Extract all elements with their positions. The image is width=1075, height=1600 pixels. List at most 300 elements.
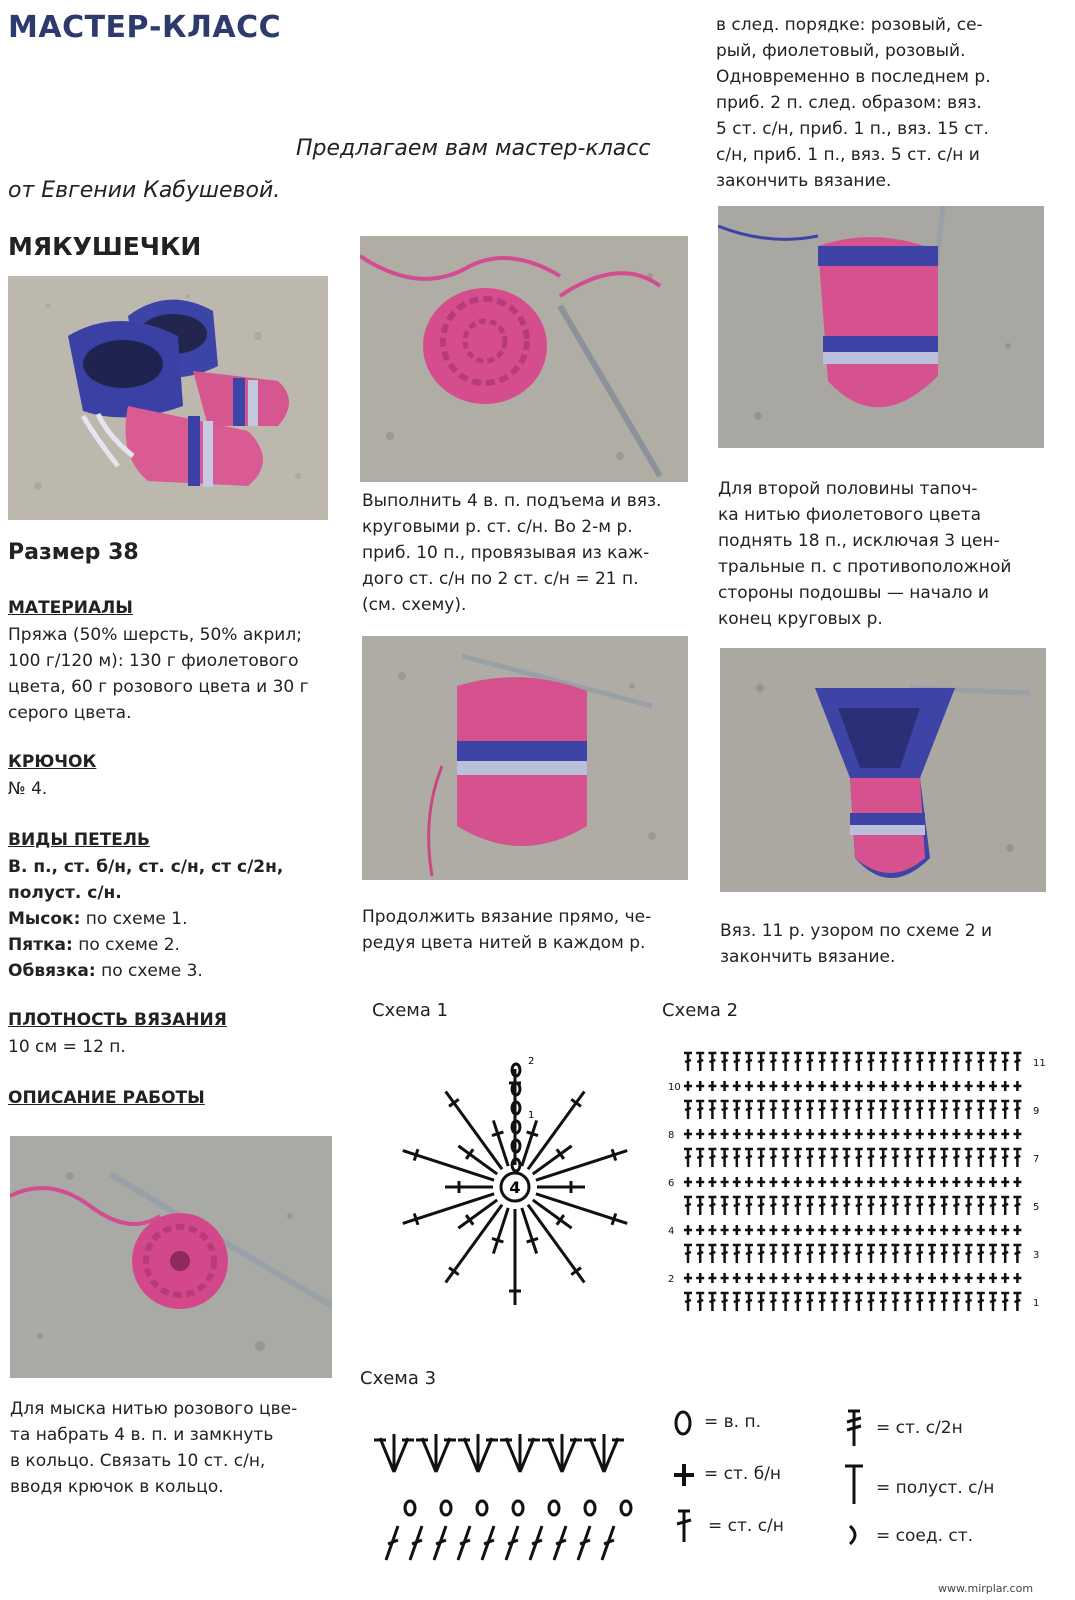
schema-2-dc-bar	[734, 1108, 740, 1110]
schema-2-dc-bar	[831, 1300, 837, 1302]
schema-2-dc-bar	[685, 1060, 691, 1062]
schema-2-dc-bar	[966, 1156, 972, 1158]
intro-line-2: от Евгении Кабушевой.	[8, 178, 281, 203]
schema-3-fan-stitch	[436, 1438, 450, 1472]
schema-2-dc-bar	[746, 1060, 752, 1062]
schema-2-dc-bar	[990, 1300, 996, 1302]
schema-2-dc-bar	[831, 1204, 837, 1206]
schema-2-dc-bar	[770, 1060, 776, 1062]
schema-2-dc-bar	[1002, 1156, 1008, 1158]
schema-2-dc-bar	[844, 1300, 850, 1302]
schema-2-dc-bar	[892, 1300, 898, 1302]
schema-2-dc-bar	[783, 1300, 789, 1302]
size-label: Размер 38	[8, 540, 139, 565]
schema-3-title: Схема 3	[360, 1368, 437, 1389]
schema-2-dc-bar	[685, 1156, 691, 1158]
schema-2-dc-bar	[990, 1108, 996, 1110]
step5-line: поднять 18 п., исключая 3 цен-	[718, 531, 1000, 551]
schema-2-dc-bar	[770, 1156, 776, 1158]
stitches-line-1: В. п., ст. б/н, ст. с/н, ст с/2н,	[8, 857, 284, 877]
schema-3-base-bar	[508, 1540, 518, 1544]
schema-2-dc-bar	[1002, 1204, 1008, 1206]
schema-1-title: Схема 1	[372, 1000, 449, 1021]
heel-label: Пятка:	[8, 935, 73, 955]
step4-line: приб. 2 п. след. образом: вяз.	[716, 93, 982, 113]
schema-2-dc-bar	[856, 1060, 862, 1062]
schema-2-dc-bar	[844, 1108, 850, 1110]
schema-2-dc-bar	[941, 1204, 947, 1206]
schema-2-dc-bar	[905, 1252, 911, 1254]
schema-2-dc-bar	[746, 1156, 752, 1158]
schema-2-dc-bar	[807, 1252, 813, 1254]
photo-finished-slippers	[8, 276, 328, 520]
heel-value: по схеме 2.	[72, 935, 180, 955]
schema-2-dc-bar	[892, 1060, 898, 1062]
schema-2-dc-bar	[856, 1156, 862, 1158]
hook-heading: КРЮЧОК	[8, 752, 97, 772]
schema-2-dc-bar	[1014, 1156, 1020, 1158]
schema-2-dc-bar	[990, 1252, 996, 1254]
schema-2-dc-bar	[856, 1204, 862, 1206]
legend-dc-label: = ст. с/н	[708, 1516, 784, 1536]
legend-double-crochet	[672, 1508, 832, 1544]
schema-3-fan-stitch	[520, 1438, 534, 1472]
schema-2-dc-bar	[844, 1060, 850, 1062]
step3-line: редуя цвета нитей в каждом р.	[362, 933, 646, 953]
schema-2-dc-bar	[868, 1156, 874, 1158]
schema-2-dc-bar	[734, 1252, 740, 1254]
legend-chain-label: = в. п.	[704, 1412, 761, 1432]
schema-3-base-bar	[580, 1540, 590, 1544]
schema-3-fan-stitch	[394, 1438, 408, 1472]
stitches-heading: ВИДЫ ПЕТЕЛЬ	[8, 830, 150, 850]
materials-text	[8, 622, 338, 726]
schema-3-fan-stitch	[506, 1438, 520, 1472]
schema-1-round-1: 1	[528, 1110, 535, 1121]
schema-1-stitch-bar	[527, 1132, 538, 1136]
schema-1-stitch-bar	[612, 1149, 616, 1160]
schema-2-dc-bar	[831, 1060, 837, 1062]
schema-2-row-number: 7	[1033, 1154, 1040, 1165]
step1-line: та набрать 4 в. п. и замкнуть	[10, 1425, 274, 1445]
schema-2-dc-bar	[795, 1204, 801, 1206]
schema-2-row-number: 2	[668, 1274, 675, 1285]
schema-2-dc-bar	[758, 1204, 764, 1206]
toe-label: Мысок:	[8, 909, 81, 929]
step2-line: Выполнить 4 в. п. подъема и вяз.	[362, 491, 662, 511]
schema-2-dc-bar	[880, 1204, 886, 1206]
step6-line: Вяз. 11 р. узором по схеме 2 и	[720, 921, 993, 941]
step1-line: Для мыска нитью розового цве-	[10, 1399, 298, 1419]
schema-3-fan-stitch	[422, 1438, 436, 1472]
schema-2-dc-bar	[685, 1204, 691, 1206]
schema-2-dc-bar	[746, 1300, 752, 1302]
edge-line	[8, 958, 348, 984]
schema-2-row-number: 5	[1033, 1202, 1040, 1213]
schema-2-dc-bar	[819, 1204, 825, 1206]
step1-line: вводя крючок в кольцо.	[10, 1477, 224, 1497]
schema-3-chain	[405, 1501, 415, 1515]
schema-3-base-bar	[436, 1540, 446, 1544]
schema-2-dc-bar	[978, 1108, 984, 1110]
schema-2-dc-bar	[905, 1300, 911, 1302]
schema-2-dc-bar	[807, 1108, 813, 1110]
schema-2-dc-bar	[953, 1204, 959, 1206]
schema-3-chain	[621, 1501, 631, 1515]
schema-2-dc-bar	[795, 1108, 801, 1110]
schema-3-base-bar	[556, 1540, 566, 1544]
schema-2-dc-bar	[795, 1156, 801, 1158]
schema-2-dc-bar	[978, 1156, 984, 1158]
photo-ring-start	[10, 1136, 332, 1378]
schema-1-stitch-bar	[492, 1238, 503, 1242]
schema-2-diagram	[668, 1048, 1048, 1318]
schema-2-dc-bar	[905, 1156, 911, 1158]
schema-2-dc-bar	[953, 1300, 959, 1302]
step1-line: в кольцо. Связать 10 ст. с/н,	[10, 1451, 266, 1471]
step6-line: закончить вязание.	[720, 947, 896, 967]
schema-2-dc-bar	[880, 1156, 886, 1158]
step5-line: стороны подошвы — начало и	[718, 583, 989, 603]
schema-2-dc-bar	[844, 1252, 850, 1254]
schema-2-dc-bar	[844, 1204, 850, 1206]
schema-2-dc-bar	[868, 1300, 874, 1302]
schema-3-base-bar	[484, 1540, 494, 1544]
schema-2-dc-bar	[746, 1204, 752, 1206]
schema-3-chain	[549, 1501, 559, 1515]
schema-2-dc-bar	[758, 1156, 764, 1158]
schema-2-row-number: 11	[1033, 1058, 1046, 1069]
schema-3-chain	[585, 1501, 595, 1515]
schema-2-dc-bar	[734, 1300, 740, 1302]
schema-1-diagram	[380, 1050, 650, 1330]
schema-2-dc-bar	[807, 1156, 813, 1158]
schema-3-fan-stitch	[548, 1438, 562, 1472]
schema-2-dc-bar	[831, 1252, 837, 1254]
step6-caption	[720, 918, 1048, 970]
schema-2-dc-bar	[966, 1252, 972, 1254]
schema-2-dc-bar	[783, 1156, 789, 1158]
schema-2-dc-bar	[807, 1204, 813, 1206]
schema-2-dc-bar	[831, 1108, 837, 1110]
schema-2-dc-bar	[1014, 1060, 1020, 1062]
step2-line: приб. 10 п., провязывая из каж-	[362, 543, 650, 563]
legend-treble-crochet	[842, 1408, 1042, 1448]
schema-2-dc-bar	[892, 1156, 898, 1158]
schema-2-dc-bar	[844, 1156, 850, 1158]
schema-2-dc-bar	[953, 1060, 959, 1062]
schema-2-dc-bar	[685, 1108, 691, 1110]
step5-line: конец круговых р.	[718, 609, 883, 629]
schema-2-dc-bar	[807, 1060, 813, 1062]
schema-2-dc-bar	[868, 1204, 874, 1206]
schema-3-base-bar	[412, 1540, 422, 1544]
schema-2-dc-bar	[892, 1108, 898, 1110]
schema-2-dc-bar	[709, 1108, 715, 1110]
schema-2-dc-bar	[758, 1252, 764, 1254]
schema-2-dc-bar	[953, 1252, 959, 1254]
schema-2-dc-bar	[905, 1204, 911, 1206]
schema-2-dc-bar	[819, 1060, 825, 1062]
materials-line: цвета, 60 г розового цвета и 30 г	[8, 677, 309, 697]
materials-line: серого цвета.	[8, 703, 132, 723]
photo-round-toe	[360, 236, 688, 482]
schema-2-dc-bar	[734, 1156, 740, 1158]
step1-caption	[10, 1396, 334, 1500]
schema-1-stitch-bar	[527, 1238, 538, 1242]
schema-2-dc-bar	[966, 1060, 972, 1062]
schema-2-dc-bar	[758, 1300, 764, 1302]
intro-line-1: Предлагаем вам мастер-класс	[296, 136, 651, 161]
schema-2-dc-bar	[722, 1156, 728, 1158]
schema-3-base-bar	[388, 1540, 398, 1544]
schema-2-dc-bar	[990, 1156, 996, 1158]
schema-2-dc-bar	[1014, 1108, 1020, 1110]
schema-2-dc-bar	[892, 1252, 898, 1254]
schema-2-dc-bar	[941, 1108, 947, 1110]
schema-2-dc-bar	[990, 1204, 996, 1206]
schema-3-chain	[441, 1501, 451, 1515]
schema-2-dc-bar	[856, 1300, 862, 1302]
schema-2-dc-bar	[868, 1252, 874, 1254]
legend-hdc-label: = полуст. с/н	[876, 1478, 995, 1498]
step4-line: Одновременно в последнем р.	[716, 67, 991, 87]
schema-2-dc-bar	[880, 1108, 886, 1110]
schema-2-dc-bar	[819, 1252, 825, 1254]
schema-1-stitch-bar	[414, 1213, 418, 1224]
gauge-value: 10 см = 12 п.	[8, 1037, 126, 1057]
schema-1-stitch-bar	[414, 1149, 418, 1160]
step4-line: в след. порядке: розовый, се-	[716, 15, 983, 35]
photo-heel-piece	[720, 648, 1046, 892]
legend-chain	[672, 1408, 832, 1438]
step2-line: круговыми р. ст. с/н. Во 2-м р.	[362, 517, 633, 537]
schema-2-dc-bar	[697, 1300, 703, 1302]
toe-line	[8, 906, 348, 932]
schema-2-dc-bar	[831, 1156, 837, 1158]
step2-line: (см. схему).	[362, 595, 467, 615]
schema-2-dc-bar	[978, 1300, 984, 1302]
schema-2-dc-bar	[722, 1108, 728, 1110]
photo-striped-tube	[362, 636, 688, 880]
heel-line	[8, 932, 348, 958]
schema-2-dc-bar	[783, 1060, 789, 1062]
edge-value: по схеме 3.	[95, 961, 203, 981]
stitches-text	[8, 854, 348, 984]
photo-sole-piece	[718, 206, 1044, 448]
step2-line: дого ст. с/н по 2 ст. с/н = 21 п.	[362, 569, 639, 589]
schema-2-dc-bar	[770, 1108, 776, 1110]
schema-3-base-bar	[460, 1540, 470, 1544]
step4-line: 5 ст. с/н, приб. 1 п., вяз. 15 ст.	[716, 119, 989, 139]
schema-2-dc-bar	[905, 1108, 911, 1110]
toe-value: по схеме 1.	[80, 909, 188, 929]
schema-2-dc-bar	[746, 1252, 752, 1254]
gauge-heading: ПЛОТНОСТЬ ВЯЗАНИЯ	[8, 1010, 227, 1030]
materials-line: 100 г/120 м): 130 г фиолетового	[8, 651, 299, 671]
schema-2-dc-bar	[746, 1108, 752, 1110]
schema-2-dc-bar	[880, 1300, 886, 1302]
schema-2-dc-bar	[905, 1060, 911, 1062]
schema-2-dc-bar	[880, 1060, 886, 1062]
schema-2-dc-bar	[685, 1252, 691, 1254]
schema-2-dc-bar	[709, 1156, 715, 1158]
section-title: МАСТЕР-КЛАСС	[8, 10, 282, 45]
schema-2-dc-bar	[770, 1204, 776, 1206]
legend-half-double	[842, 1462, 1042, 1506]
schema-2-dc-bar	[734, 1060, 740, 1062]
schema-2-dc-bar	[868, 1108, 874, 1110]
schema-2-title: Схема 2	[662, 1000, 739, 1021]
schema-2-dc-bar	[819, 1156, 825, 1158]
step5-line: Для второй половины тапоч-	[718, 479, 978, 499]
description-heading: ОПИСАНИЕ РАБОТЫ	[8, 1088, 205, 1108]
schema-2-dc-bar	[917, 1204, 923, 1206]
step4-caption	[716, 12, 1044, 194]
schema-2-dc-bar	[953, 1156, 959, 1158]
schema-2-dc-bar	[697, 1060, 703, 1062]
schema-3-fan-stitch	[464, 1438, 478, 1472]
schema-2-dc-bar	[697, 1204, 703, 1206]
schema-2-dc-bar	[709, 1060, 715, 1062]
schema-2-dc-bar	[783, 1108, 789, 1110]
schema-2-dc-bar	[917, 1108, 923, 1110]
schema-2-dc-bar	[978, 1252, 984, 1254]
schema-2-dc-bar	[709, 1252, 715, 1254]
legend-sl-label: = соед. ст.	[876, 1526, 974, 1546]
schema-2-dc-bar	[734, 1204, 740, 1206]
schema-2-dc-bar	[709, 1300, 715, 1302]
schema-2-dc-bar	[917, 1300, 923, 1302]
schema-2-row-number: 1	[1033, 1298, 1040, 1309]
schema-2-dc-bar	[941, 1156, 947, 1158]
schema-2-dc-bar	[697, 1108, 703, 1110]
schema-2-dc-bar	[709, 1204, 715, 1206]
footer-url: www.mirplar.com	[938, 1582, 1034, 1595]
schema-2-dc-bar	[929, 1252, 935, 1254]
schema-2-dc-bar	[697, 1156, 703, 1158]
materials-line: Пряжа (50% шерсть, 50% акрил;	[8, 625, 302, 645]
schema-2-dc-bar	[795, 1252, 801, 1254]
schema-2-dc-bar	[966, 1108, 972, 1110]
schema-2-dc-bar	[783, 1204, 789, 1206]
schema-2-dc-bar	[1002, 1300, 1008, 1302]
legend-sc-label: = ст. б/н	[704, 1464, 782, 1484]
schema-2-dc-bar	[758, 1060, 764, 1062]
materials-heading: МАТЕРИАЛЫ	[8, 598, 133, 618]
schema-2-dc-bar	[795, 1300, 801, 1302]
schema-2-dc-bar	[880, 1252, 886, 1254]
schema-2-dc-bar	[1002, 1252, 1008, 1254]
step2-caption	[362, 488, 688, 618]
schema-3-fan-stitch	[380, 1438, 394, 1472]
step5-caption	[718, 476, 1046, 632]
schema-2-dc-bar	[770, 1300, 776, 1302]
schema-2-dc-bar	[966, 1204, 972, 1206]
schema-2-dc-bar	[722, 1252, 728, 1254]
schema-1-center-label: 4	[509, 1178, 521, 1197]
schema-3-base-bar	[532, 1540, 542, 1544]
legend-slip-stitch	[842, 1520, 1042, 1550]
schema-2-dc-bar	[819, 1300, 825, 1302]
schema-2-dc-bar	[722, 1204, 728, 1206]
schema-3-fan-stitch	[590, 1438, 604, 1472]
schema-2-row-number: 8	[668, 1130, 675, 1141]
schema-2-dc-bar	[819, 1108, 825, 1110]
step3-line: Продолжить вязание прямо, че-	[362, 907, 652, 927]
schema-2-row-number: 6	[668, 1178, 675, 1189]
schema-2-dc-bar	[722, 1300, 728, 1302]
schema-2-dc-bar	[722, 1060, 728, 1062]
schema-2-dc-bar	[990, 1060, 996, 1062]
step5-line: тральные п. с противоположной	[718, 557, 1012, 577]
schema-2-dc-bar	[697, 1252, 703, 1254]
edge-label: Обвязка:	[8, 961, 96, 981]
step4-line: закончить вязание.	[716, 171, 892, 191]
schema-2-row-number: 9	[1033, 1106, 1040, 1117]
schema-1-round-2: 2	[528, 1056, 535, 1067]
schema-1-stitch-bar	[492, 1132, 503, 1136]
schema-2-dc-bar	[941, 1300, 947, 1302]
schema-2-dc-bar	[929, 1108, 935, 1110]
schema-2-dc-bar	[758, 1108, 764, 1110]
schema-3-chain	[513, 1501, 523, 1515]
stitches-line-2: полуст. с/н.	[8, 883, 122, 903]
schema-2-dc-bar	[929, 1060, 935, 1062]
schema-3-chain	[477, 1501, 487, 1515]
schema-2-dc-bar	[770, 1252, 776, 1254]
schema-2-row-number: 4	[668, 1226, 675, 1237]
schema-2-dc-bar	[685, 1300, 691, 1302]
legend-single-crochet	[672, 1460, 832, 1490]
schema-3-diagram	[372, 1420, 642, 1570]
schema-2-dc-bar	[795, 1060, 801, 1062]
schema-1-stitch-bar	[612, 1213, 616, 1224]
schema-2-dc-bar	[929, 1204, 935, 1206]
schema-2-dc-bar	[856, 1252, 862, 1254]
step3-caption	[362, 904, 688, 956]
schema-3-fan-stitch	[604, 1438, 618, 1472]
schema-2-dc-bar	[868, 1060, 874, 1062]
schema-2-dc-bar	[929, 1156, 935, 1158]
project-title: МЯКУШЕЧКИ	[8, 232, 202, 261]
schema-2-row-number: 10	[668, 1082, 681, 1093]
legend-tr-label: = ст. с/2н	[876, 1418, 963, 1438]
schema-2-dc-bar	[892, 1204, 898, 1206]
schema-2-row-number: 3	[1033, 1250, 1040, 1261]
schema-2-dc-bar	[953, 1108, 959, 1110]
schema-3-fan-stitch	[478, 1438, 492, 1472]
schema-2-dc-bar	[966, 1300, 972, 1302]
schema-2-dc-bar	[1014, 1204, 1020, 1206]
schema-2-dc-bar	[1002, 1108, 1008, 1110]
schema-2-dc-bar	[1002, 1060, 1008, 1062]
step4-line: рый, фиолетовый, розовый.	[716, 41, 966, 61]
schema-3-fan-stitch	[562, 1438, 576, 1472]
schema-2-dc-bar	[929, 1300, 935, 1302]
schema-2-dc-bar	[917, 1060, 923, 1062]
schema-3-base-bar	[604, 1540, 614, 1544]
schema-2-dc-bar	[978, 1060, 984, 1062]
schema-2-dc-bar	[941, 1060, 947, 1062]
schema-2-dc-bar	[856, 1108, 862, 1110]
schema-2-dc-bar	[941, 1252, 947, 1254]
step4-line: с/н, приб. 1 п., вяз. 5 ст. с/н и	[716, 145, 980, 165]
schema-2-dc-bar	[917, 1156, 923, 1158]
schema-2-dc-bar	[1014, 1300, 1020, 1302]
schema-2-dc-bar	[1014, 1252, 1020, 1254]
step5-line: ка нитью фиолетового цвета	[718, 505, 982, 525]
